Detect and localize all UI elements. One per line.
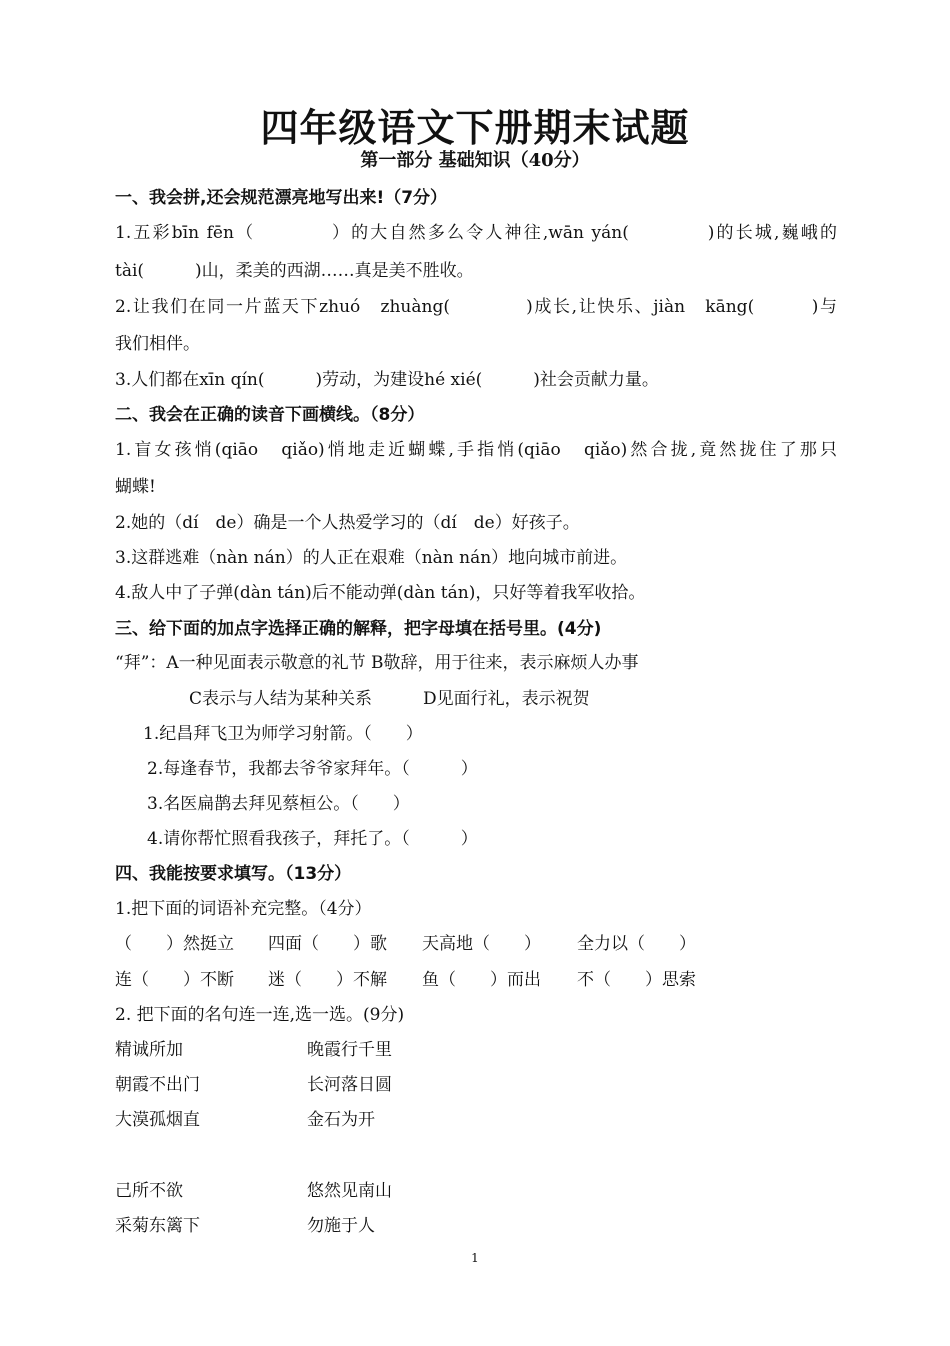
section-2-line: 2.她的（dí de）确是一个人热爱学习的（dí de）好孩子。: [115, 513, 580, 533]
page-number: 1: [471, 1251, 479, 1265]
section-2-line: 4.敌人中了子弹(dàn tán)后不能动弹(dàn tán)，只好等着我军收拾。: [115, 583, 646, 603]
match-right-item: 长河落日圆: [307, 1075, 392, 1095]
idiom-blank: 不（ ）思索: [577, 970, 696, 990]
sub-question-2: 2. 把下面的名句连一连,选一选。(9分): [115, 1005, 405, 1025]
idiom-blank: 迷（ ）不解: [268, 970, 387, 990]
section-1-line: 2.让我们在同一片蓝天下zhuó zhuàng( )成长,让快乐、jiàn kāng( )与: [115, 297, 837, 317]
page-subtitle: 第一部分 基础知识（40分）: [360, 150, 590, 171]
idiom-blank: 天高地（ ）: [422, 934, 541, 954]
section-1-line: 1.五彩bīn fēn（ ）的大自然多么令人神往,wān yán( )的长城,巍峨的: [115, 223, 837, 243]
section-4-heading: 四、我能按要求填写。（13分）: [115, 864, 352, 884]
idiom-blank: 四面（ ）歌: [268, 934, 387, 954]
match-right-item: 晚霞行千里: [307, 1040, 392, 1060]
match-left-item: 朝霞不出门: [115, 1075, 200, 1095]
question-item: 2.每逢春节，我都去爷爷家拜年。（ ）: [147, 759, 478, 779]
section-2-line: 蝴蝶!: [115, 477, 156, 497]
match-right-item: 勿施于人: [307, 1216, 375, 1236]
sub-question-1: 1.把下面的词语补充完整。（4分）: [115, 899, 372, 919]
match-left-item: 精诚所加: [115, 1040, 183, 1060]
section-1-line: 3.人们都在xīn qín( )劳动，为建设hé xié( )社会贡献力量。: [115, 370, 659, 390]
idiom-blank: 鱼（ ）而出: [422, 970, 541, 990]
match-left-item: 采菊东篱下: [115, 1216, 200, 1236]
match-left-item: 大漠孤烟直: [115, 1110, 200, 1130]
section-2-line: 3.这群逃难（nàn nán）的人正在艰难（nàn nán）地向城市前进。: [115, 548, 628, 568]
section-2-heading: 二、我会在正确的读音下画横线。（8分）: [115, 405, 425, 425]
idiom-blank: （ ）然挺立: [115, 934, 234, 954]
idiom-blank: 连（ ）不断: [115, 970, 234, 990]
match-left-item: 己所不欲: [115, 1181, 183, 1201]
idiom-blank: 全力以（ ）: [577, 934, 696, 954]
definition-line-1: “拜”：A一种见面表示敬意的礼节 B敬辞，用于往来，表示麻烦人办事: [115, 653, 639, 673]
question-item: 4.请你帮忙照看我孩子，拜托了。（ ）: [147, 829, 478, 849]
question-item: 1.纪昌拜飞卫为师学习射箭。（ ）: [143, 724, 423, 744]
question-item: 3.名医扁鹊去拜见蔡桓公。（ ）: [147, 794, 410, 814]
definition-line-2: C表示与人结为某种关系 D见面行礼，表示祝贺: [189, 689, 590, 709]
section-1-heading: 一、我会拼,还会规范漂亮地写出来!（7分）: [115, 188, 448, 208]
section-3-heading: 三、给下面的加点字选择正确的解释，把字母填在括号里。(4分): [115, 619, 602, 639]
section-1-line: 我们相伴。: [115, 334, 200, 354]
section-1-line: tài( )山，柔美的西湖……真是美不胜收。: [115, 261, 474, 281]
page-title: 四年级语文下册期末试题: [260, 106, 690, 150]
match-right-item: 金石为开: [307, 1110, 375, 1130]
match-right-item: 悠然见南山: [307, 1181, 392, 1201]
section-2-line: 1.盲女孩悄(qiāo qiǎo)悄地走近蝴蝶,手指悄(qiāo qiǎo)然合拢,竟然拢住了那只: [115, 440, 837, 460]
